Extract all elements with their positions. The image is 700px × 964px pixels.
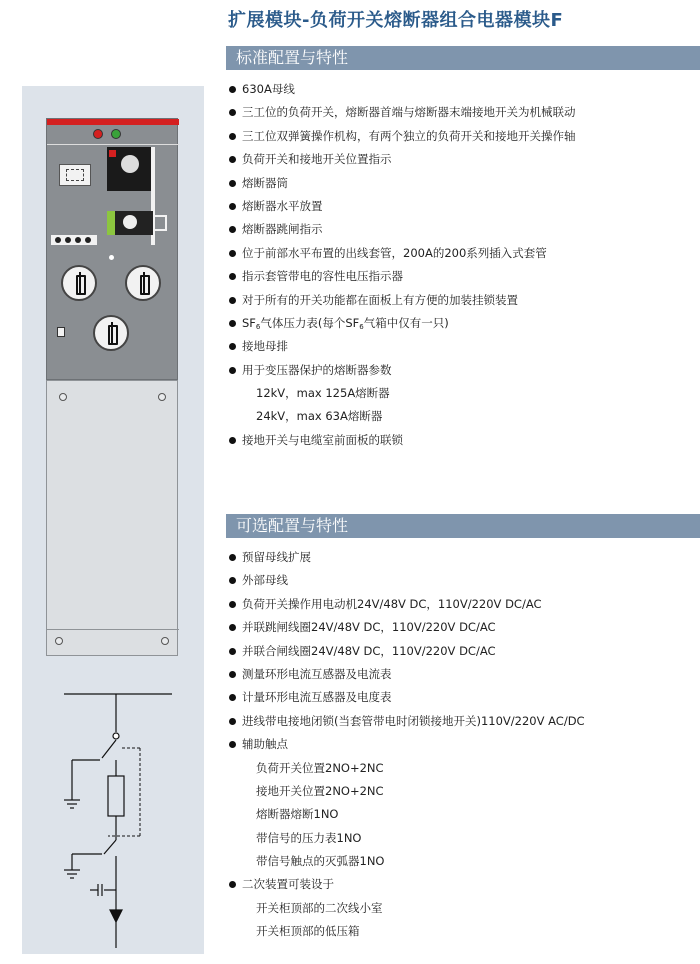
contact-symbol: [113, 733, 119, 739]
off-button-icon: [93, 129, 103, 139]
fuse-symbol: [108, 776, 124, 816]
screw-icon: [59, 393, 67, 401]
section-heading-optional: 可选配置与特性: [226, 514, 700, 538]
fuse-cover-knob-bottom: [93, 315, 129, 351]
list-item: 预留母线扩展: [228, 546, 698, 569]
list-subitem: 熔断器熔断1NO: [256, 807, 339, 822]
screw-icon: [55, 637, 63, 645]
list-item: 接地开关与电缆室前面板的联锁: [228, 429, 698, 452]
indicator-dot: [109, 255, 114, 260]
list-item: 对于所有的开关功能都在面板上有方便的加装挂锁装置: [228, 289, 698, 312]
list-item: 外部母线: [228, 569, 698, 592]
cable-compartment-cover: [46, 380, 178, 656]
list-item: 熔断器水平放置: [228, 195, 698, 218]
list-item: 位于前部水平布置的出线套管，200A的200系列插入式套管: [228, 242, 698, 265]
base-line: [47, 629, 179, 630]
list-item: 负荷开关操作用电动机24V/48V DC，110V/220V DC/AC: [228, 593, 698, 616]
list-item: 负荷开关和接地开关位置指示: [228, 148, 698, 171]
list-subitem: 12kV，max 125A熔断器: [256, 386, 390, 401]
list-item: 并联跳闸线圈24V/48V DC，110V/220V DC/AC: [228, 616, 698, 639]
page-title: 扩展模块-负荷开关熔断器组合电器模块F: [228, 10, 564, 31]
load-switch-mechanism: [107, 147, 153, 191]
list-item: 辅助触点: [228, 733, 698, 756]
list-item: 熔断器筒: [228, 172, 698, 195]
list-item: 二次装置可装设于: [228, 873, 698, 896]
list-subitem: 带信号的压力表1NO: [256, 830, 362, 845]
voltage-indicator-strip: [51, 235, 97, 245]
list-subitem: 24kV，max 63A熔断器: [256, 409, 383, 424]
list-subitem: 带信号触点的灭弧器1NO: [256, 854, 385, 869]
screw-icon: [158, 393, 166, 401]
standard-features-list: [228, 78, 698, 452]
section-heading-standard: 标准配置与特性: [226, 46, 700, 70]
padlock-icon: [153, 215, 167, 231]
switchgear-cabinet-illustration: [46, 118, 178, 656]
list-item: 指示套管带电的容性电压指示器: [228, 265, 698, 288]
fuse-cover-knob-right: [125, 265, 161, 301]
list-item: 进线带电接地闭锁(当套管带电时闭锁接地开关)110V/220V AC/DC: [228, 710, 698, 733]
pressure-gauge-icon: [57, 327, 65, 337]
screw-icon: [161, 637, 169, 645]
list-item: 630A母线: [228, 78, 698, 101]
list-item: 三工位的负荷开关，熔断器首端与熔断器末端接地开关为机械联动: [228, 101, 698, 124]
list-subitem: 接地开关位置2NO+2NC: [256, 783, 384, 798]
fuse-cover-knob-left: [61, 265, 97, 301]
list-item: $SF_6$气体压力表(每个$SF_6$气箱中仅有一只): [228, 312, 698, 335]
list-item: 接地母排: [228, 335, 698, 358]
list-subitem: 开关柜顶部的二次线小室: [256, 900, 383, 915]
list-subitem: 负荷开关位置2NO+2NC: [256, 760, 384, 775]
position-indicator-window: [59, 164, 91, 186]
cable-termination-arrow: [110, 910, 122, 922]
earthing-switch-mechanism: [107, 211, 153, 235]
load-switch-symbol: [102, 740, 116, 758]
list-item: 用于变压器保护的熔断器参数: [228, 359, 698, 382]
list-item: 并联合闸线圈24V/48V DC，110V/220V DC/AC: [228, 640, 698, 663]
list-item: 熔断器跳闸指示: [228, 218, 698, 241]
on-button-icon: [111, 129, 121, 139]
list-item: 计量环形电流互感器及电度表: [228, 686, 698, 709]
earthing-switch-symbol: [104, 840, 116, 854]
mimic-line: [47, 144, 179, 145]
single-line-diagram: [46, 690, 196, 950]
list-subitem: 开关柜顶部的低压箱: [256, 924, 360, 939]
list-item: 测量环形电流互感器及电流表: [228, 663, 698, 686]
cabinet-upper-panel: [46, 118, 178, 380]
optional-features-list: [228, 546, 698, 944]
list-item: 三工位双弹簧操作机构，有两个独立的负荷开关和接地开关操作轴: [228, 125, 698, 148]
cabinet-red-strip: [47, 119, 179, 125]
